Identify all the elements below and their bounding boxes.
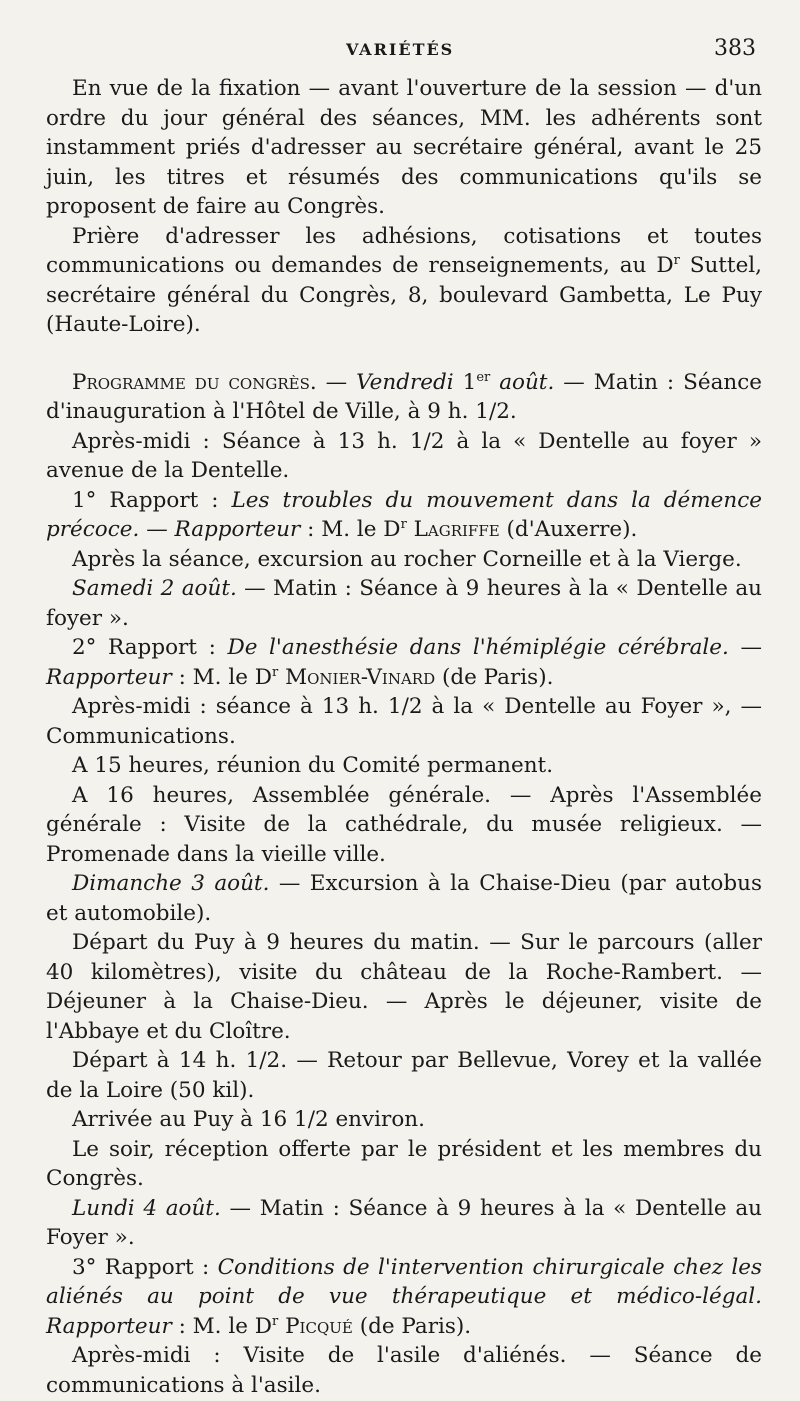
text-run: — Matin : Séance à 9 heures à la « Dentelle au foyer ».	[46, 576, 763, 631]
paragraph	[46, 692, 762, 751]
text-run: Picqué	[285, 1313, 353, 1339]
page-number: 383	[714, 36, 756, 61]
text-run: 1° Rapport :	[72, 487, 232, 513]
paragraph	[46, 368, 762, 427]
running-head: VARIÉTÉS	[346, 40, 455, 59]
text-run: A 15 heures, réunion du Comité permanent.	[72, 753, 554, 778]
paragraph	[46, 869, 762, 928]
paragraph	[46, 781, 762, 870]
paragraph	[46, 928, 762, 1046]
text-run: r	[272, 1313, 279, 1329]
text-run: —	[728, 635, 762, 660]
text-run: Prière d'adresser les adhésions, cotisations et toutes communications ou demandes de renseignements, au D	[46, 223, 762, 278]
text-run: Les troubles du mouvement dans la démence précoce.	[46, 487, 762, 542]
text-run: août.	[499, 369, 555, 395]
paragraph	[46, 751, 762, 781]
text-run: : M. le D	[300, 517, 401, 542]
paragraph	[46, 427, 762, 486]
text-run: Samedi 2 août.	[72, 576, 237, 601]
text-run: Rapporteur	[46, 1313, 172, 1339]
text-run: r	[272, 664, 279, 680]
paragraph	[46, 1046, 762, 1105]
text-run: 1	[453, 369, 477, 395]
text-run: —	[139, 517, 175, 542]
text-run: Rapporteur	[46, 664, 172, 690]
text-run: Départ à 14 h. 1/2. — Retour par Bellevue, Vorey et la vallée de la Loire (50 kil).	[46, 1048, 762, 1103]
paragraph	[46, 1194, 762, 1253]
text-run: r	[400, 516, 407, 532]
paragraph	[46, 74, 762, 222]
text-run: er	[476, 369, 491, 385]
paragraph	[46, 486, 762, 545]
text-run: Rapporteur	[174, 517, 301, 542]
text-run: 3° Rapport :	[72, 1254, 218, 1280]
text-run: A 16 heures, Assemblée générale. — Après l'Assemblée générale : Visite de la cathédrale, du musée religieux. — Promenade dans la vieille ville.	[46, 782, 762, 867]
page-header	[46, 34, 762, 74]
text-run: Conditions de l'intervention chirurgicale chez les aliénés au point de vue thérapeutique et médico-légal.	[46, 1254, 762, 1309]
paragraph	[46, 1105, 762, 1135]
text-run: Arrivée au Puy à 16 1/2 environ.	[72, 1107, 425, 1132]
text-run: : M. le D	[171, 1313, 273, 1339]
text-run: Le soir, réception offerte par le président et les membres du Congrès.	[46, 1136, 762, 1191]
text-run: Après-midi : Visite de l'asile d'aliénés. — Séance de communications à l'asile.	[46, 1343, 762, 1398]
paragraph	[46, 1341, 762, 1400]
text-run: Lagriffe	[413, 517, 500, 542]
text-run	[407, 517, 414, 542]
paragraph	[46, 574, 762, 633]
text-run: Suttel, secrétaire général du Congrès, 8, boulevard Gambetta, Le Puy (Haute-Loire).	[46, 253, 763, 337]
text-run: De l'anesthésie dans l'hémiplégie cérébrale.	[227, 635, 729, 660]
text-run	[490, 370, 499, 395]
text-run: Départ du Puy à 9 heures du matin. — Sur le parcours (aller 40 kilomètres), visite du château de la Roche-Rambert. — Déjeuner à la Chaise-Dieu. — Après le déjeuner, visite de l'Abbaye et du Cloître.	[46, 930, 762, 1044]
text-run: : M. le D	[171, 664, 273, 690]
text-run: Programme du congrès.	[72, 369, 317, 395]
text-run: Vendredi	[356, 369, 454, 395]
text-run: Après-midi : Séance à 13 h. 1/2 à la « Dentelle au foyer » avenue de la Dentelle.	[46, 428, 762, 483]
paragraph	[46, 222, 762, 340]
text-run: — Excursion à la Chaise-Dieu (par autobus et automobile).	[46, 871, 762, 926]
text-run: Dimanche 3 août.	[72, 871, 270, 896]
text-run: 2° Rapport :	[72, 635, 228, 660]
text-run: — Matin : Séance d'inauguration à l'Hôtel de Ville, à 9 h. 1/2.	[46, 369, 762, 424]
text-run: (de Paris).	[352, 1313, 472, 1339]
paragraph	[46, 633, 762, 692]
text-run: En vue de la fixation — avant l'ouverture de la session — d'un ordre du jour général des séances, MM. les adhérents sont instamment priés d'adresser au secrétaire général, avant le 25 juin, les titres et résumés des communications qu'ils se proposent de faire au Congrès.	[46, 76, 762, 219]
text-run: Lundi 4 août.	[72, 1195, 221, 1221]
paragraph	[46, 545, 762, 575]
text-run: Après la séance, excursion au rocher Corneille et à la Vierge.	[72, 546, 742, 572]
text-run: —	[316, 369, 357, 395]
text-run: (d'Auxerre).	[499, 517, 638, 542]
document-body	[46, 74, 762, 1400]
text-run: r	[673, 252, 680, 268]
text-run: Monier-Vinard	[285, 664, 436, 690]
text-run: Après-midi : séance à 13 h. 1/2 à la « Dentelle au Foyer », — Communications.	[46, 694, 762, 749]
text-run: (de Paris).	[435, 664, 554, 690]
paragraph	[46, 1135, 762, 1194]
paragraph	[46, 1253, 762, 1342]
text-run: — Matin : Séance à 9 heures à la « Dentelle au Foyer ».	[46, 1195, 763, 1250]
